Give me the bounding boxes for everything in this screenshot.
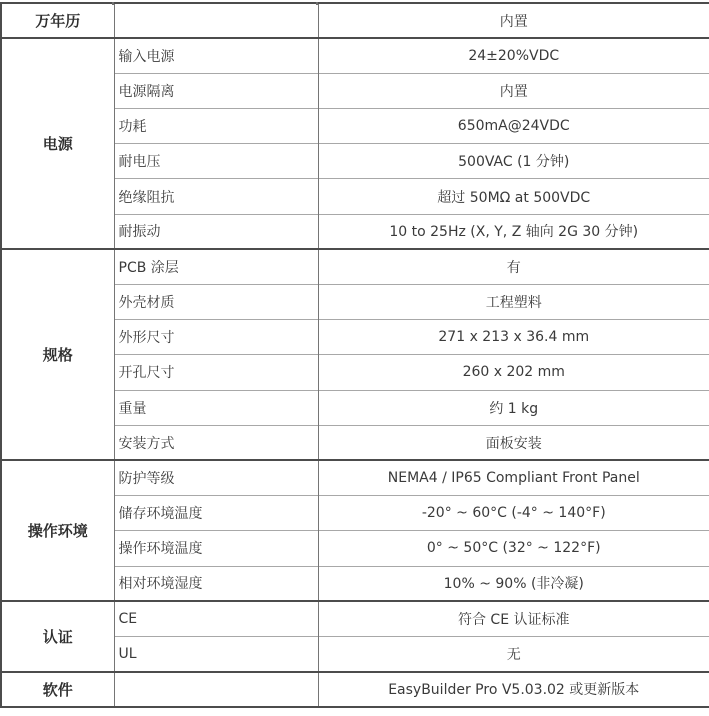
spec-item-value: 工程塑料 [318, 285, 709, 320]
spec-item-value: 10% ~ 90% (非冷凝) [318, 566, 709, 601]
spec-item-label: 外壳材质 [114, 285, 318, 320]
category-cell-calendar: 万年历 [1, 3, 114, 38]
spec-item-value: 面板安装 [318, 425, 709, 460]
spec-item-label: 耐振动 [114, 214, 318, 249]
spec-item-label: 安装方式 [114, 425, 318, 460]
spec-item-label: 输入电源 [114, 38, 318, 73]
spec-item-value: 无 [318, 636, 709, 671]
category-cell-operating-environment: 操作环境 [1, 460, 114, 601]
spec-item-label [114, 672, 318, 707]
spec-item-value: 超过 50MΩ at 500VDC [318, 179, 709, 214]
table-row [1, 38, 709, 73]
spec-item-label: 重量 [114, 390, 318, 425]
spec-item-label: 开孔尺寸 [114, 355, 318, 390]
table-row [1, 3, 709, 38]
spec-item-value: 约 1 kg [318, 390, 709, 425]
spec-item-label: UL [114, 636, 318, 671]
spec-item-value: -20° ~ 60°C (-4° ~ 140°F) [318, 496, 709, 531]
spec-item-value: 内置 [318, 3, 709, 38]
table-row [1, 249, 709, 284]
spec-item-value: 有 [318, 249, 709, 284]
spec-item-value: 0° ~ 50°C (32° ~ 122°F) [318, 531, 709, 566]
category-cell-certification: 认证 [1, 601, 114, 671]
category-cell-specification: 规格 [1, 249, 114, 460]
spec-item-label: 外形尺寸 [114, 320, 318, 355]
spec-item-value: 内置 [318, 73, 709, 108]
category-cell-software: 软件 [1, 672, 114, 707]
category-cell-power: 电源 [1, 38, 114, 249]
spec-item-label: 功耗 [114, 109, 318, 144]
spec-item-label: 电源隔离 [114, 73, 318, 108]
table-row [1, 601, 709, 636]
spec-item-value: EasyBuilder Pro V5.03.02 或更新版本 [318, 672, 709, 707]
spec-item-label: 操作环境温度 [114, 531, 318, 566]
spec-item-value: 500VAC (1 分钟) [318, 144, 709, 179]
table-row [1, 672, 709, 707]
spec-item-label [114, 3, 318, 38]
table-row [1, 460, 709, 495]
spec-item-value: 260 x 202 mm [318, 355, 709, 390]
spec-sheet-page [0, 2, 709, 716]
top-edge-line-stub [112, 2, 114, 5]
spec-item-label: 储存环境温度 [114, 496, 318, 531]
spec-item-label: CE [114, 601, 318, 636]
top-edge-line-stub [316, 2, 318, 5]
spec-item-value: NEMA4 / IP65 Compliant Front Panel [318, 460, 709, 495]
spec-item-label: 防护等级 [114, 460, 318, 495]
spec-item-label: PCB 涂层 [114, 249, 318, 284]
spec-item-label: 耐电压 [114, 144, 318, 179]
spec-item-label: 相对环境湿度 [114, 566, 318, 601]
spec-item-value: 650mA@24VDC [318, 109, 709, 144]
spec-item-value: 24±20%VDC [318, 38, 709, 73]
spec-item-value: 10 to 25Hz (X, Y, Z 轴向 2G 30 分钟) [318, 214, 709, 249]
spec-item-value: 符合 CE 认证标准 [318, 601, 709, 636]
spec-item-label: 绝缘阻抗 [114, 179, 318, 214]
specification-table [0, 2, 709, 708]
spec-item-value: 271 x 213 x 36.4 mm [318, 320, 709, 355]
